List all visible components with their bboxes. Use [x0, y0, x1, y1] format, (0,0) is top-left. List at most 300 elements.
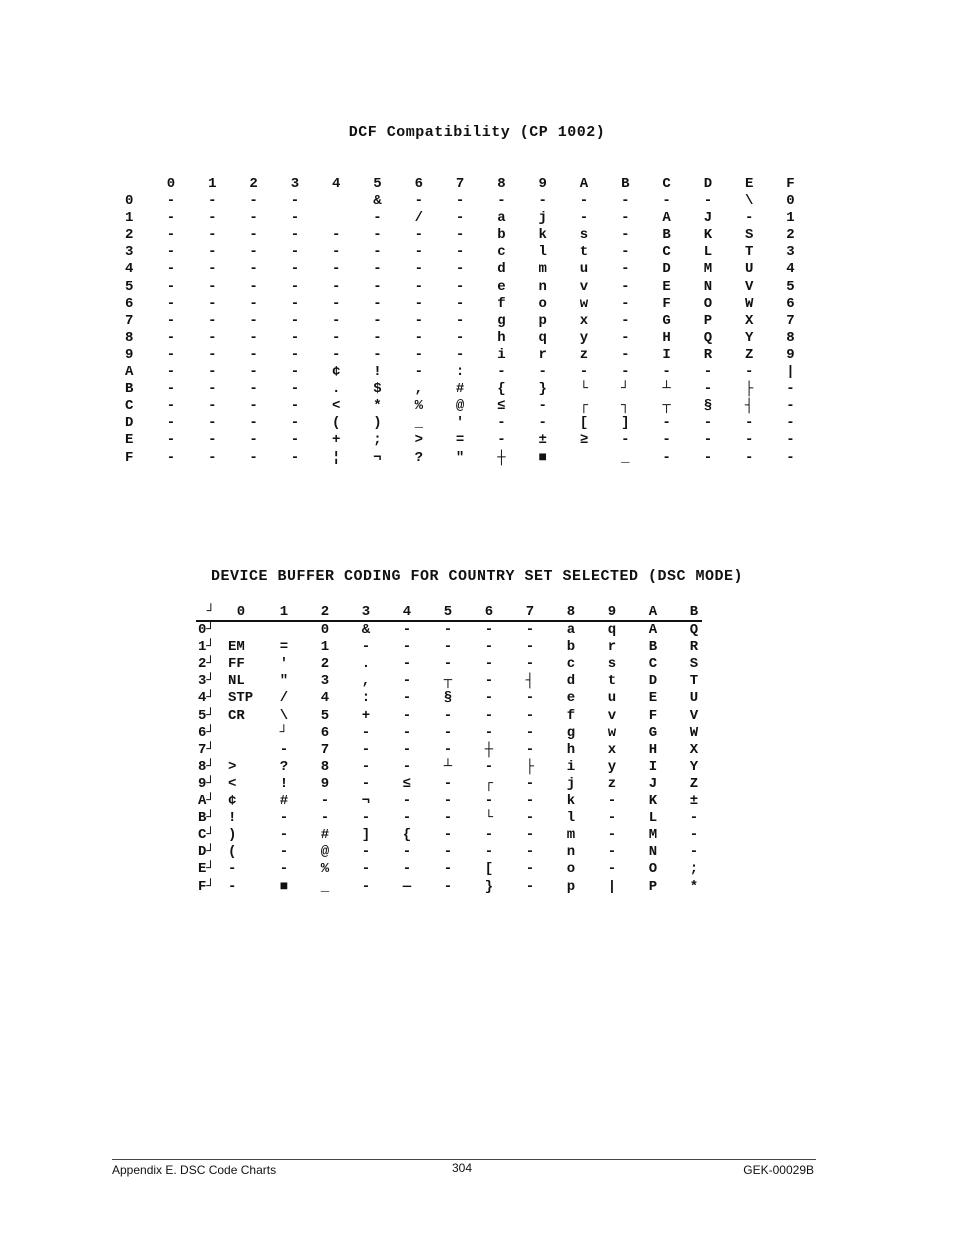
table2-row-header: 7┘ [198, 741, 215, 758]
table2-cell: - [402, 656, 412, 673]
table2-cell: b [566, 639, 576, 656]
table2-cell: ├ [525, 758, 535, 775]
table2-cell: ¬ [361, 793, 371, 809]
table1-cell: o [538, 295, 547, 312]
table2-cell: - [525, 622, 535, 638]
table2-cell: - [443, 724, 453, 741]
table2-cell: > [228, 758, 237, 775]
table1-column-header: 3 [290, 176, 300, 192]
table1-cell: H [662, 329, 671, 346]
table1-cell: - [249, 244, 258, 261]
table2-row-header: 8┘ [198, 758, 215, 775]
table1-cell: - [290, 278, 300, 295]
table2-row-header: 6┘ [198, 724, 215, 741]
table1-cell: } [538, 381, 547, 398]
table2-cell: | [607, 878, 617, 895]
table1-cell: - [166, 398, 176, 415]
table1-cell: 1 [786, 210, 795, 227]
table1-cell: - [744, 432, 754, 449]
table2-column-header: B [689, 604, 699, 620]
table1-cell: - [538, 193, 547, 209]
table2-cell: - [484, 673, 494, 690]
table1-cell: - [208, 244, 217, 261]
table2-cell: - [607, 844, 617, 861]
table2-cell: - [402, 793, 412, 809]
page-number: 304 [451, 1161, 473, 1175]
table1-row-header: F [125, 449, 134, 466]
table1-cell: @ [455, 398, 465, 415]
table1-cell: _ [414, 415, 423, 432]
table2-cell: N [648, 844, 658, 861]
table1-cell: └ [579, 381, 589, 398]
table1-title: DCF Compatibility (CP 1002) [348, 124, 606, 141]
table1-cell: - [538, 415, 547, 432]
table1-cell: - [166, 295, 176, 312]
table2-cell: a [566, 622, 576, 638]
table1-cell: - [621, 329, 630, 346]
table2-cell: - [484, 622, 494, 638]
table1-cell: > [414, 432, 423, 449]
table1-cell: - [373, 329, 382, 346]
table1-cell: + [331, 432, 341, 449]
table1-cell: ¢ [331, 364, 341, 380]
table1-cell: ≤ [497, 398, 506, 415]
table1-cell: - [208, 415, 217, 432]
table2-cell: . [361, 656, 371, 673]
table2-cell: - [525, 878, 535, 895]
table1-cell: " [455, 449, 465, 466]
table1-cell: - [455, 278, 465, 295]
table1-cell: ' [455, 415, 465, 432]
table1-cell: - [744, 449, 754, 466]
table1-cell: 5 [786, 278, 795, 295]
table1-cell: f [497, 295, 506, 312]
table2-cell: - [484, 656, 494, 673]
table1-column-header: 9 [538, 176, 547, 192]
table1-row-header: 9 [125, 346, 134, 363]
table2-cell: < [228, 775, 237, 792]
table1-cell: - [621, 244, 630, 261]
table1-cell: - [786, 449, 795, 466]
table2-cell: ┤ [525, 673, 535, 690]
table1-cell: ┐ [621, 398, 630, 415]
table1-cell: . [331, 381, 341, 398]
table2-cell: q [607, 622, 617, 638]
table1-cell: D [662, 261, 671, 278]
table2-cell: ] [361, 827, 371, 844]
table2-cell: - [361, 844, 371, 861]
table1-cell: ) [373, 415, 382, 432]
table2-cell: - [402, 861, 412, 878]
table1-cell: $ [373, 381, 382, 398]
table1-cell: - [497, 432, 506, 449]
table1-cell: ■ [538, 449, 547, 466]
table2-cell: - [361, 741, 371, 758]
table1-cell: - [621, 278, 630, 295]
table2-cell: _ [320, 878, 330, 895]
table1-cell: - [621, 210, 630, 227]
table1-cell: k [538, 227, 547, 244]
table2-cell: } [484, 878, 494, 895]
table1-cell: - [208, 278, 217, 295]
table2-cell: / [279, 690, 289, 707]
table1-cell: - [621, 312, 630, 329]
table1-cell: - [703, 381, 713, 398]
table1-cell: - [455, 244, 465, 261]
table1-cell: ├ [744, 381, 754, 398]
table2-cell: V [689, 707, 699, 724]
table1-row-header: 0 [125, 193, 134, 209]
table2-cell: o [566, 861, 576, 878]
table1-cell: - [373, 346, 382, 363]
table1-cell: - [249, 381, 258, 398]
table1-row-header: 5 [125, 278, 134, 295]
table1-cell: - [290, 364, 300, 380]
table1-cell: - [166, 415, 176, 432]
table1-cell: - [166, 244, 176, 261]
table2-cell: W [689, 724, 699, 741]
table2-cell: - [279, 827, 289, 844]
table2-column-header: 9 [607, 604, 617, 620]
table1-cell: - [373, 210, 382, 227]
table1-cell: - [208, 210, 217, 227]
table1-cell: 7 [786, 312, 795, 329]
table1-cell: ± [538, 432, 547, 449]
table2-cell: - [525, 741, 535, 758]
table1-cell: - [208, 449, 217, 466]
table1-cell: w [579, 295, 589, 312]
table1-cell: | [786, 364, 795, 380]
table1-cell: - [290, 193, 300, 209]
table1-cell: b [497, 227, 506, 244]
table2-cell: 4 [320, 690, 330, 707]
table1-row-header: 1 [125, 210, 134, 227]
table2-cell: ; [689, 861, 699, 878]
table1-cell: 9 [786, 346, 795, 363]
table2-cell: - [279, 741, 289, 758]
table2-row-header: 5┘ [198, 707, 215, 724]
table2-cell: - [484, 758, 494, 775]
table1-cell: - [455, 210, 465, 227]
table2-cell: 7 [320, 741, 330, 758]
table2-cell: - [361, 724, 371, 741]
table1-cell: C [662, 244, 671, 261]
table2-cell: - [525, 690, 535, 707]
table2-cell: - [484, 793, 494, 809]
table2-cell: — [402, 878, 412, 895]
table1-cell: - [166, 346, 176, 363]
table2-row-header: D┘ [198, 844, 215, 861]
table1-column-header: C [662, 176, 671, 192]
table2-cell: - [402, 741, 412, 758]
table1-cell: 3 [786, 244, 795, 261]
table1-cell: - [249, 346, 258, 363]
table2-header-rule [196, 620, 702, 622]
table1-cell: - [249, 227, 258, 244]
table2-cell: EM [228, 639, 245, 656]
table1-cell: ┴ [662, 381, 671, 398]
table1-cell: - [373, 261, 382, 278]
table2-cell: * [689, 878, 699, 895]
table1-cell: O [703, 295, 713, 312]
table2-row-header: 9┘ [198, 775, 215, 792]
table1-cell: ; [373, 432, 382, 449]
table2-cell: n [566, 844, 576, 861]
table2-cell: - [402, 844, 412, 861]
table2-cell: - [525, 656, 535, 673]
table1-cell: - [166, 381, 176, 398]
table1-cell: - [455, 329, 465, 346]
table1-cell: Z [744, 346, 754, 363]
table2-cell: # [320, 827, 330, 844]
table2-row-header: C┘ [198, 827, 215, 844]
table2-cell: - [443, 775, 453, 792]
table1-cell: - [703, 364, 713, 380]
table1-cell: - [414, 278, 423, 295]
table1-cell: V [744, 278, 754, 295]
table1-cell: - [662, 449, 671, 466]
table1-cell: - [621, 227, 630, 244]
table2-cell: J [648, 775, 658, 792]
table2-cell: ■ [279, 878, 289, 895]
table1-cell: # [455, 381, 465, 398]
table1-cell: - [166, 312, 176, 329]
table1-cell: - [166, 227, 176, 244]
table1-cell: n [538, 278, 547, 295]
table2-cell: c [566, 656, 576, 673]
table2-column-header: A [648, 604, 658, 620]
table2-corner-mark: ┘ [206, 604, 216, 620]
table1-cell: - [786, 381, 795, 398]
table1-cell: - [786, 415, 795, 432]
table1-row-header: A [125, 364, 134, 380]
table1-cell: - [290, 261, 300, 278]
footer-section-title: Appendix E. DSC Code Charts [112, 1163, 277, 1177]
table1-cell: ┬ [662, 398, 671, 415]
table2-cell: - [443, 741, 453, 758]
table2-cell: - [525, 793, 535, 809]
table1-cell: - [373, 312, 382, 329]
table1-cell: i [497, 346, 506, 363]
table2-cell: - [279, 861, 289, 878]
table1-column-header: 4 [331, 176, 341, 192]
table2-cell: - [525, 724, 535, 741]
table2-cell: - [443, 827, 453, 844]
table1-cell: G [662, 312, 671, 329]
table1-cell: W [744, 295, 754, 312]
table2-cell: - [361, 775, 371, 792]
table2-cell: C [648, 656, 658, 673]
table2-cell: L [648, 810, 658, 827]
table1-cell: T [744, 244, 754, 261]
table2-cell: ≤ [402, 775, 412, 792]
table2-cell: [ [484, 861, 494, 878]
table1-cell: - [414, 193, 423, 209]
table1-cell: - [455, 227, 465, 244]
table2-cell: p [566, 878, 576, 895]
table1-cell: - [621, 295, 630, 312]
table1-cell: c [497, 244, 506, 261]
table1-cell: - [249, 415, 258, 432]
table1-cell: - [331, 227, 341, 244]
table1-cell: - [249, 295, 258, 312]
table1-column-header: 8 [497, 176, 506, 192]
table2-row-header: F┘ [198, 878, 215, 895]
table1-cell: = [455, 432, 465, 449]
table2-column-header: 2 [320, 604, 330, 620]
table1-cell: 4 [786, 261, 795, 278]
table1-cell: ? [414, 449, 423, 466]
table2-cell: Q [689, 622, 699, 638]
table2-cell: - [402, 724, 412, 741]
table1-cell: - [621, 346, 630, 363]
table1-cell: p [538, 312, 547, 329]
table2-column-header: 0 [236, 604, 246, 620]
table2-column-header: 3 [361, 604, 371, 620]
table2-cell: s [607, 656, 617, 673]
table2-cell: - [361, 878, 371, 895]
table2-cell: 0 [320, 622, 330, 638]
table2-cell: \ [279, 707, 289, 724]
table2-cell: - [361, 810, 371, 827]
table2-cell: X [689, 741, 699, 758]
table1-cell: - [208, 227, 217, 244]
table1-cell: - [455, 261, 465, 278]
table1-cell: N [703, 278, 713, 295]
table1-cell: - [166, 432, 176, 449]
table2-cell: = [279, 639, 289, 656]
table1-cell: ( [331, 415, 341, 432]
table2-row-header: A┘ [198, 793, 215, 809]
table2-column-header: 4 [402, 604, 412, 620]
table1-cell: g [497, 312, 506, 329]
table2-column-header: 8 [566, 604, 576, 620]
table2-cell: t [607, 673, 617, 690]
table1-cell: - [208, 432, 217, 449]
table1-cell: - [786, 432, 795, 449]
table1-cell: t [579, 244, 589, 261]
table2-row-header: 1┘ [198, 639, 215, 656]
table1-row-header: C [125, 398, 134, 415]
table1-cell: - [166, 210, 176, 227]
table1-column-header: F [786, 176, 795, 192]
table2-cell: ± [689, 793, 699, 809]
table2-cell: O [648, 861, 658, 878]
table2-cell: F [648, 707, 658, 724]
table1-cell: - [208, 295, 217, 312]
table2-cell: └ [484, 810, 494, 827]
table2-cell: 5 [320, 707, 330, 724]
table2-cell: § [443, 690, 453, 707]
table1-cell: ¬ [373, 449, 382, 466]
table1-cell: - [290, 381, 300, 398]
table1-cell: ! [373, 364, 382, 380]
table1-cell: - [331, 346, 341, 363]
table2-cell: i [566, 758, 576, 775]
table1-column-header: 2 [249, 176, 258, 192]
table2-cell: - [279, 844, 289, 861]
table2-cell: y [607, 758, 617, 775]
table2-row-header: 0┘ [198, 622, 215, 638]
table2-cell: + [361, 707, 371, 724]
table1-cell: - [290, 449, 300, 466]
table1-cell: - [497, 193, 506, 209]
table2-cell: ¢ [228, 793, 237, 809]
table2-cell: - [402, 758, 412, 775]
table2-cell: - [443, 844, 453, 861]
table1-cell: L [703, 244, 713, 261]
table2-cell: : [361, 690, 371, 707]
table1-cell: - [621, 193, 630, 209]
table1-cell: - [249, 449, 258, 466]
table1-cell: I [662, 346, 671, 363]
table2-title: DEVICE BUFFER CODING FOR COUNTRY SET SELECTED (DSC MODE) [210, 568, 744, 585]
table1-cell: e [497, 278, 506, 295]
table1-cell: - [579, 193, 589, 209]
table2-cell: e [566, 690, 576, 707]
table1-cell: - [290, 329, 300, 346]
table2-cell: l [566, 810, 576, 827]
table2-cell: - [402, 810, 412, 827]
table2-cell: - [484, 690, 494, 707]
table1-cell: - [331, 278, 341, 295]
table2-cell: - [607, 861, 617, 878]
table1-cell: 0 [786, 193, 795, 209]
table2-cell: ┘ [279, 724, 289, 741]
table2-row-header: B┘ [198, 810, 215, 827]
table2-cell: ) [228, 827, 237, 844]
table2-cell: - [525, 844, 535, 861]
table2-cell: - [443, 861, 453, 878]
table2-cell: - [228, 878, 237, 895]
table1-cell: - [166, 278, 176, 295]
table2-cell: { [402, 827, 412, 844]
table2-cell: - [443, 793, 453, 809]
table1-cell: X [744, 312, 754, 329]
table1-cell: - [331, 312, 341, 329]
table1-cell: - [290, 346, 300, 363]
table1-cell: v [579, 278, 589, 295]
table2-cell: k [566, 793, 576, 809]
table2-cell: ( [228, 844, 237, 861]
table1-column-header: 7 [455, 176, 465, 192]
table1-row-header: 2 [125, 227, 134, 244]
table1-cell: - [497, 364, 506, 380]
table2-cell: r [607, 639, 617, 656]
table1-cell: - [166, 364, 176, 380]
table2-cell: d [566, 673, 576, 690]
table2-cell: E [648, 690, 658, 707]
table1-cell: - [331, 244, 341, 261]
table2-cell: - [361, 861, 371, 878]
table1-cell: - [703, 415, 713, 432]
table1-cell: - [662, 432, 671, 449]
table1-cell: - [208, 193, 217, 209]
table1-cell: - [703, 449, 713, 466]
table1-row-header: B [125, 381, 134, 398]
table2-cell: & [361, 622, 371, 638]
table1-cell: - [455, 346, 465, 363]
table1-column-header: B [621, 176, 630, 192]
table2-cell: - [689, 827, 699, 844]
table1-cell: Y [744, 329, 754, 346]
table1-cell: - [414, 244, 423, 261]
table2-column-header: 7 [525, 604, 535, 620]
table1-cell: - [744, 415, 754, 432]
table2-cell: - [607, 827, 617, 844]
table2-cell: - [607, 793, 617, 809]
table1-cell: Q [703, 329, 713, 346]
